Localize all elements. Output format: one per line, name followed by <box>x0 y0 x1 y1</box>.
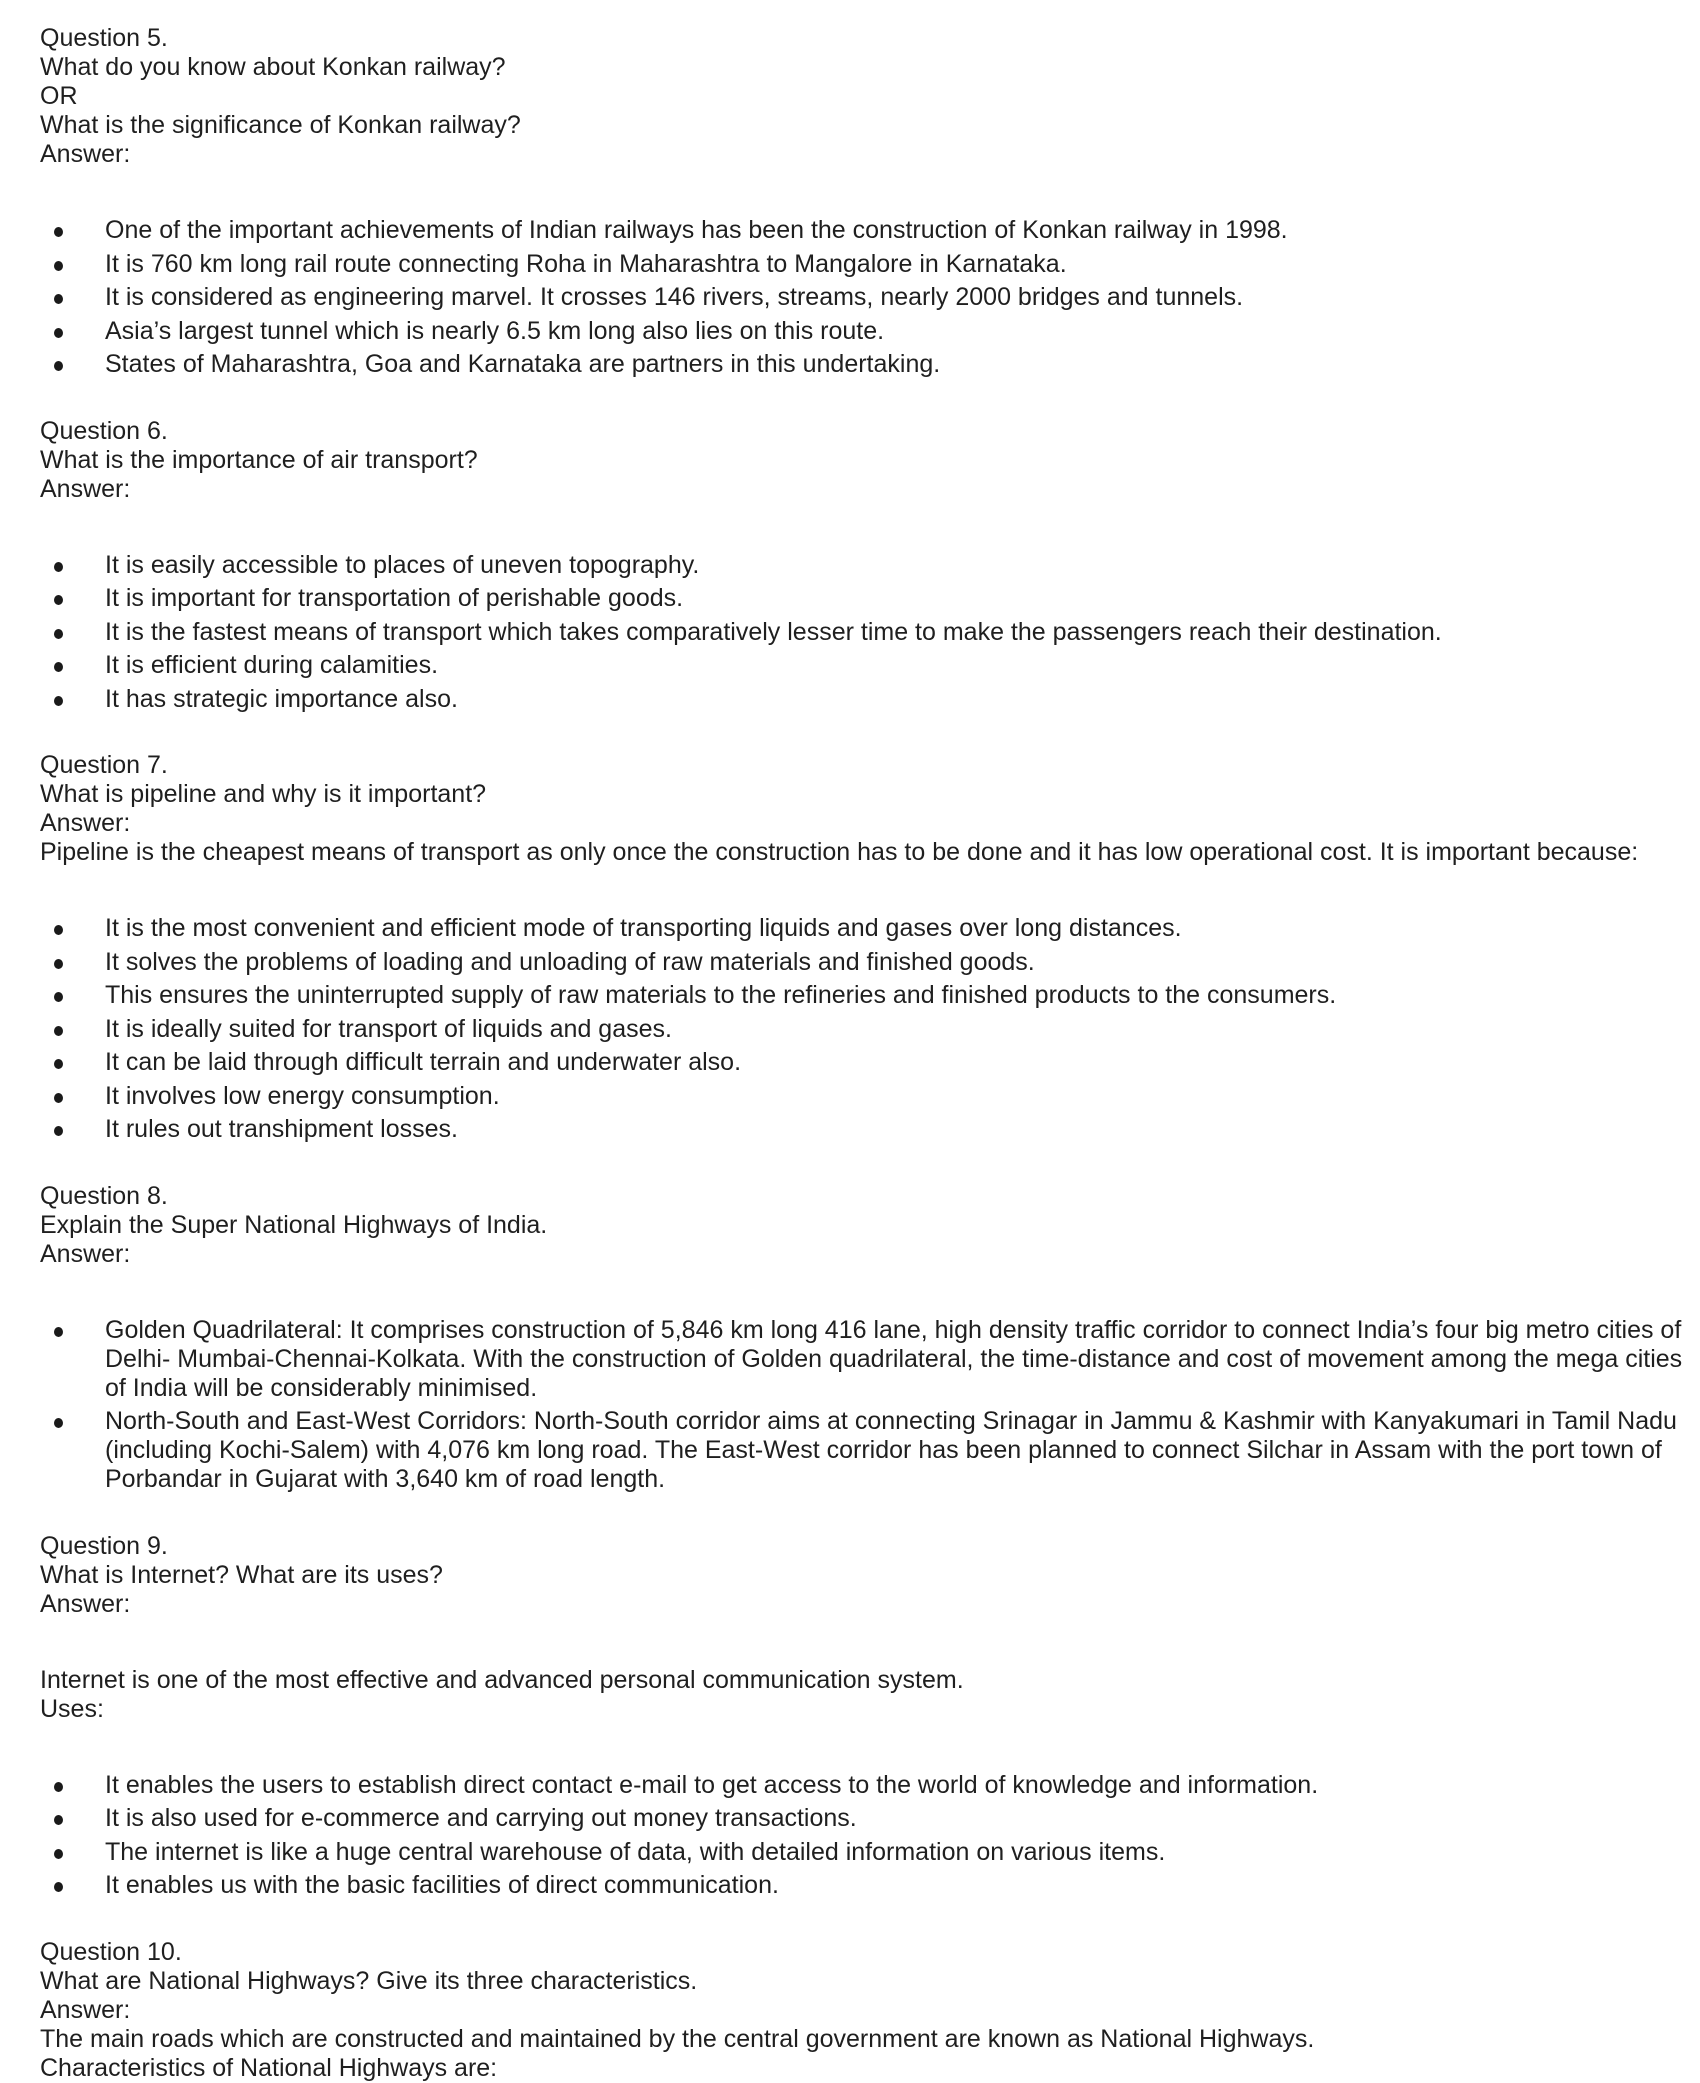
answer-intro: Internet is one of the most effective and advanced personal communication system. <box>40 1665 964 1694</box>
bullet-icon <box>54 328 63 338</box>
question-heading: Question 8. <box>40 1181 168 1210</box>
list-item: Asia’s largest tunnel which is nearly 6.5 km long also lies on this route. <box>40 317 1680 346</box>
question-heading: Question 5. <box>40 24 168 52</box>
bullet-icon <box>54 925 63 935</box>
list-item: It enables the users to establish direct contact e-mail to get access to the world of knowledge and information. <box>40 1771 1680 1800</box>
answer-label: Answer: <box>40 1239 131 1268</box>
question-text: What are National Highways? Give its three characteristics. <box>40 1966 698 1995</box>
question-7 <box>40 751 1680 1144</box>
list-item: North-South and East-West Corridors: North-South corridor aims at connecting Srinagar in Jammu & Kashmir with Kanyakumari in Tamil Nadu (including Kochi-Salem) with 4,076 km long road. The East-West corridor has been planned to connect Silchar in Assam with the port town of Porbandar in Gujarat with 3,640 km of road length. <box>40 1407 1680 1494</box>
question-heading: Question 10. <box>40 1937 182 1966</box>
list-item: One of the important achievements of Indian railways has been the construction of Konkan railway in 1998. <box>40 216 1680 245</box>
bullet-icon <box>54 1882 63 1892</box>
bullet-icon <box>54 662 63 672</box>
answer-list <box>40 1771 1680 1901</box>
uses-label: Uses: <box>40 1694 104 1723</box>
bullet-icon <box>54 361 63 371</box>
list-item: Golden Quadrilateral: It comprises construction of 5,846 km long 416 lane, high density traffic corridor to connect India’s four big metro cities of Delhi- Mumbai-Chennai-Kolkata. With the construction of Golden quadrilateral, the time-distance and cost of movement among the mega cities of India will be considerably minimised. <box>40 1316 1680 1403</box>
bullet-icon <box>54 1418 63 1428</box>
bullet-icon <box>54 1782 63 1792</box>
bullet-icon <box>54 1059 63 1069</box>
bullet-icon <box>54 629 63 639</box>
list-item: It is ideally suited for transport of liquids and gases. <box>40 1015 1680 1044</box>
answer-label: Answer: <box>40 809 131 837</box>
list-item: It is easily accessible to places of uneven topography. <box>40 551 1680 580</box>
question-6 <box>40 417 1680 714</box>
answer-list <box>40 551 1680 714</box>
bullet-icon <box>54 562 63 572</box>
bullet-icon <box>54 1815 63 1825</box>
list-item: This ensures the uninterrupted supply of raw materials to the refineries and finished products to the consumers. <box>40 981 1680 1010</box>
question-10 <box>40 1938 1680 2083</box>
list-item: The internet is like a huge central warehouse of data, with detailed information on various items. <box>40 1838 1680 1867</box>
bullet-icon <box>54 294 63 304</box>
question-8 <box>40 1181 1683 1495</box>
bullet-icon <box>54 696 63 706</box>
list-item: It has strategic importance also. <box>40 685 1680 714</box>
bullet-icon <box>54 261 63 271</box>
bullet-icon <box>54 992 63 1002</box>
question-5 <box>40 24 1680 379</box>
answer-label: Answer: <box>40 140 131 168</box>
question-heading: Question 6. <box>40 416 168 445</box>
list-item: It involves low energy consumption. <box>40 1082 1680 1111</box>
list-item: It is the most convenient and efficient mode of transporting liquids and gases over long distances. <box>40 914 1680 943</box>
question-text-alt: What is the significance of Konkan railway? <box>40 111 521 139</box>
bullet-icon <box>54 1849 63 1859</box>
list-item: It enables us with the basic facilities of direct communication. <box>40 1871 1680 1900</box>
answer-label: Answer: <box>40 1589 131 1618</box>
question-heading: Question 9. <box>40 1531 168 1560</box>
list-item: It is also used for e-commerce and carrying out money transactions. <box>40 1804 1680 1833</box>
answer-outro: Characteristics of National Highways are: <box>40 2053 498 2082</box>
question-9 <box>40 1532 1680 1901</box>
question-text: What do you know about Konkan railway? <box>40 53 506 81</box>
question-text: What is pipeline and why is it important? <box>40 780 487 808</box>
answer-list <box>40 1315 1683 1495</box>
answer-intro: The main roads which are constructed and maintained by the central government are known as National Highways. <box>40 2024 1315 2053</box>
answer-list <box>40 216 1680 379</box>
answer-intro: Pipeline is the cheapest means of transport as only once the construction has to be done and it has low operational cost. It is important because: <box>40 838 1639 866</box>
list-item: It is the fastest means of transport which takes comparatively lesser time to make the passengers reach their destination. <box>40 618 1680 647</box>
question-text: Explain the Super National Highways of India. <box>40 1210 548 1239</box>
bullet-icon <box>54 1026 63 1036</box>
bullet-icon <box>54 227 63 237</box>
list-item: It is important for transportation of perishable goods. <box>40 584 1680 613</box>
list-item: It is efficient during calamities. <box>40 651 1680 680</box>
question-text: What is the importance of air transport? <box>40 445 478 474</box>
list-item: It solves the problems of loading and unloading of raw materials and finished goods. <box>40 948 1680 977</box>
bullet-icon <box>54 1327 63 1337</box>
answer-label: Answer: <box>40 1995 131 2024</box>
list-item: It is considered as engineering marvel. It crosses 146 rivers, streams, nearly 2000 bridges and tunnels. <box>40 283 1680 312</box>
list-item: It rules out transhipment losses. <box>40 1115 1680 1144</box>
bullet-icon <box>54 595 63 605</box>
question-text: What is Internet? What are its uses? <box>40 1560 443 1589</box>
list-item: It is 760 km long rail route connecting Roha in Maharashtra to Mangalore in Karnataka. <box>40 250 1680 279</box>
list-item: It can be laid through difficult terrain and underwater also. <box>40 1048 1680 1077</box>
bullet-icon <box>54 1093 63 1103</box>
bullet-icon <box>54 1126 63 1136</box>
answer-label: Answer: <box>40 474 131 503</box>
bullet-icon <box>54 959 63 969</box>
list-item: States of Maharashtra, Goa and Karnataka are partners in this undertaking. <box>40 350 1680 379</box>
document-page <box>40 24 1683 2083</box>
question-heading: Question 7. <box>40 751 168 779</box>
or-label: OR <box>40 82 78 110</box>
answer-list <box>40 914 1680 1144</box>
